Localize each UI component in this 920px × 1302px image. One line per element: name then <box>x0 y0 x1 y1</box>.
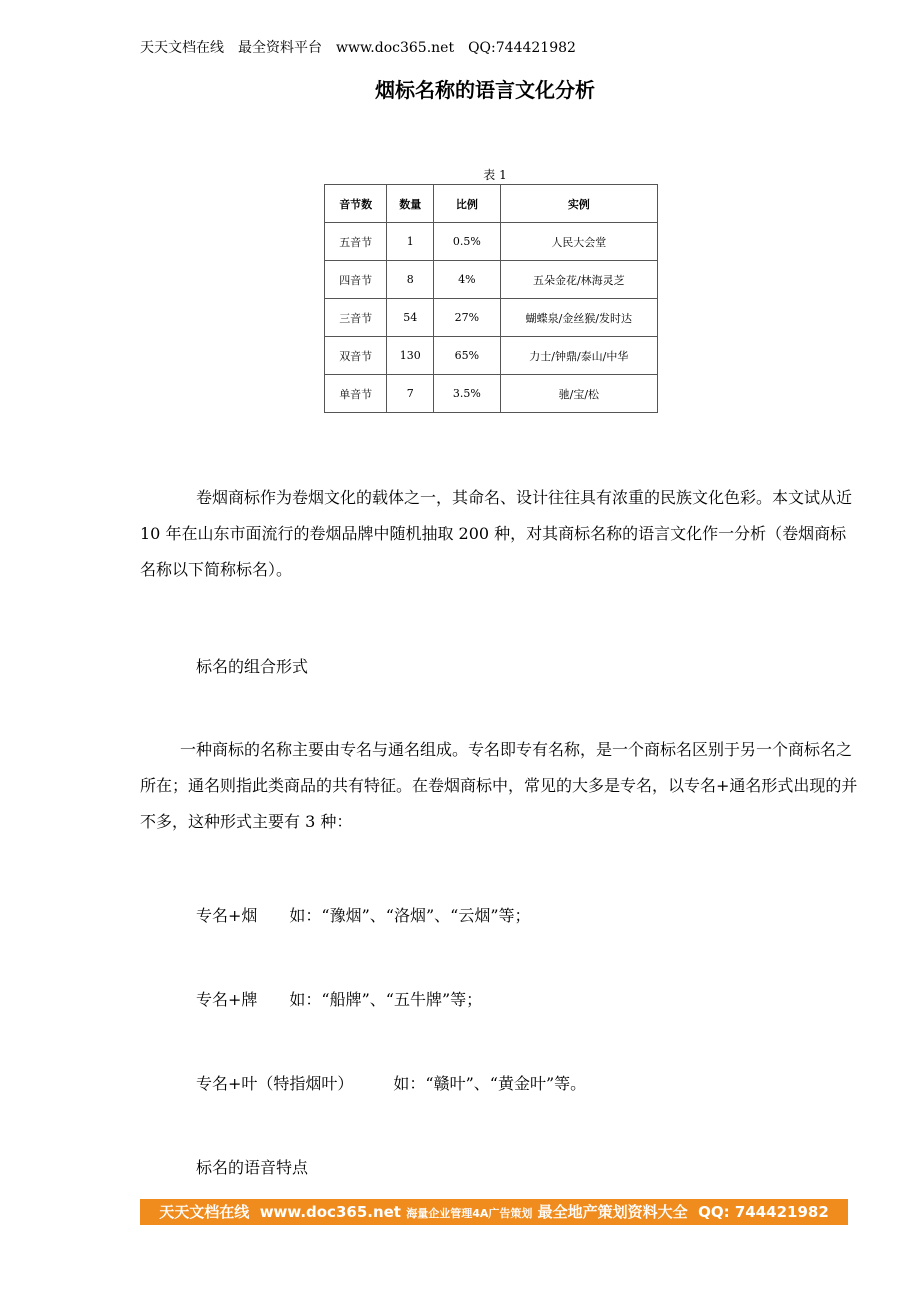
table-header-cell: 数量 <box>387 185 434 223</box>
form-item-1 <box>196 903 531 926</box>
intro-paragraph: 卷烟商标作为卷烟文化的载体之一，其命名、设计往往具有浓重的民族文化色彩。本文试从近 10 年在山东市面流行的卷烟品牌中随机抽取 200 种，对其商标名称的语言文化作一分析（卷烟商标名称以下简称标名）。 <box>140 488 853 579</box>
table-cell: 力士/钟鼎/泰山/中华 <box>500 337 657 375</box>
table-cell: 0.5% <box>434 223 501 261</box>
table-header-cell: 实例 <box>500 185 657 223</box>
document-title: 烟标名称的语言文化分析 <box>375 78 595 102</box>
section-heading-composition: 标名的组合形式 <box>196 657 309 676</box>
table-cell: 五朵金花/林海灵芝 <box>500 261 657 299</box>
table-cell: 65% <box>434 337 501 375</box>
header-site-name: 天天文档在线 <box>140 40 224 56</box>
header-qq: QQ:744421982 <box>468 40 576 56</box>
syllable-table <box>324 184 658 413</box>
table-cell: 1 <box>387 223 434 261</box>
table-cell: 蝴蝶泉/金丝猴/发时达 <box>500 299 657 337</box>
header-slogan: 最全资料平台 <box>238 40 322 56</box>
table-header-row <box>325 185 658 223</box>
table-cell: 54 <box>387 299 434 337</box>
form-example: 如：“豫烟”、“洛烟”、“云烟”等； <box>289 906 531 925</box>
table-cell: 三音节 <box>325 299 387 337</box>
table-cell: 27% <box>434 299 501 337</box>
form-name: 专名+牌 <box>196 990 258 1009</box>
form-item-2 <box>196 987 482 1010</box>
table-cell: 3.5% <box>434 375 501 413</box>
table-cell: 五音节 <box>325 223 387 261</box>
table-cell: 四音节 <box>325 261 387 299</box>
footer-url[interactable]: www.doc365.net <box>259 1203 401 1221</box>
table-row <box>325 375 658 413</box>
form-item-3 <box>196 1071 586 1094</box>
table-header-cell: 比例 <box>434 185 501 223</box>
form-name: 专名+烟 <box>196 906 258 925</box>
table-cell: 单音节 <box>325 375 387 413</box>
table-cell: 人民大会堂 <box>500 223 657 261</box>
footer-site-name: 天天文档在线 <box>159 1203 250 1221</box>
table-row <box>325 299 658 337</box>
table-header-cell: 音节数 <box>325 185 387 223</box>
table-cell: 4% <box>434 261 501 299</box>
syllable-table-figure <box>320 166 660 418</box>
form-example: 如：“赣叶”、“黄金叶”等。 <box>393 1074 587 1093</box>
section-heading-phonetics: 标名的语音特点 <box>196 1158 309 1177</box>
table-row <box>325 337 658 375</box>
footer-tagline: 海量企业管理4A广告策划 <box>406 1207 533 1220</box>
header-url[interactable]: www.doc365.net <box>336 40 455 56</box>
table-cell: 130 <box>387 337 434 375</box>
table-row <box>325 261 658 299</box>
table-caption: 表 1 <box>483 168 507 182</box>
table-row <box>325 223 658 261</box>
table-cell: 驰/宝/松 <box>500 375 657 413</box>
table-cell: 8 <box>387 261 434 299</box>
form-name: 专名+叶（特指烟叶） <box>196 1074 354 1093</box>
form-example: 如：“船牌”、“五牛牌”等； <box>289 990 483 1009</box>
footer-banner[interactable] <box>140 1199 848 1225</box>
footer-qq: QQ: 744421982 <box>698 1203 829 1221</box>
table-cell: 双音节 <box>325 337 387 375</box>
composition-paragraph: 一种商标的名称主要由专名与通名组成。专名即专有名称，是一个商标名区别于另一个商标名之所在；通名则指此类商品的共有特征。在卷烟商标中，常见的大多是专名，以专名+通名形式出现的并不多，这种形式主要有 3 种： <box>140 740 858 831</box>
page-header <box>140 37 590 57</box>
footer-tagline2: 最全地产策划资料大全 <box>537 1203 688 1221</box>
table-cell: 7 <box>387 375 434 413</box>
